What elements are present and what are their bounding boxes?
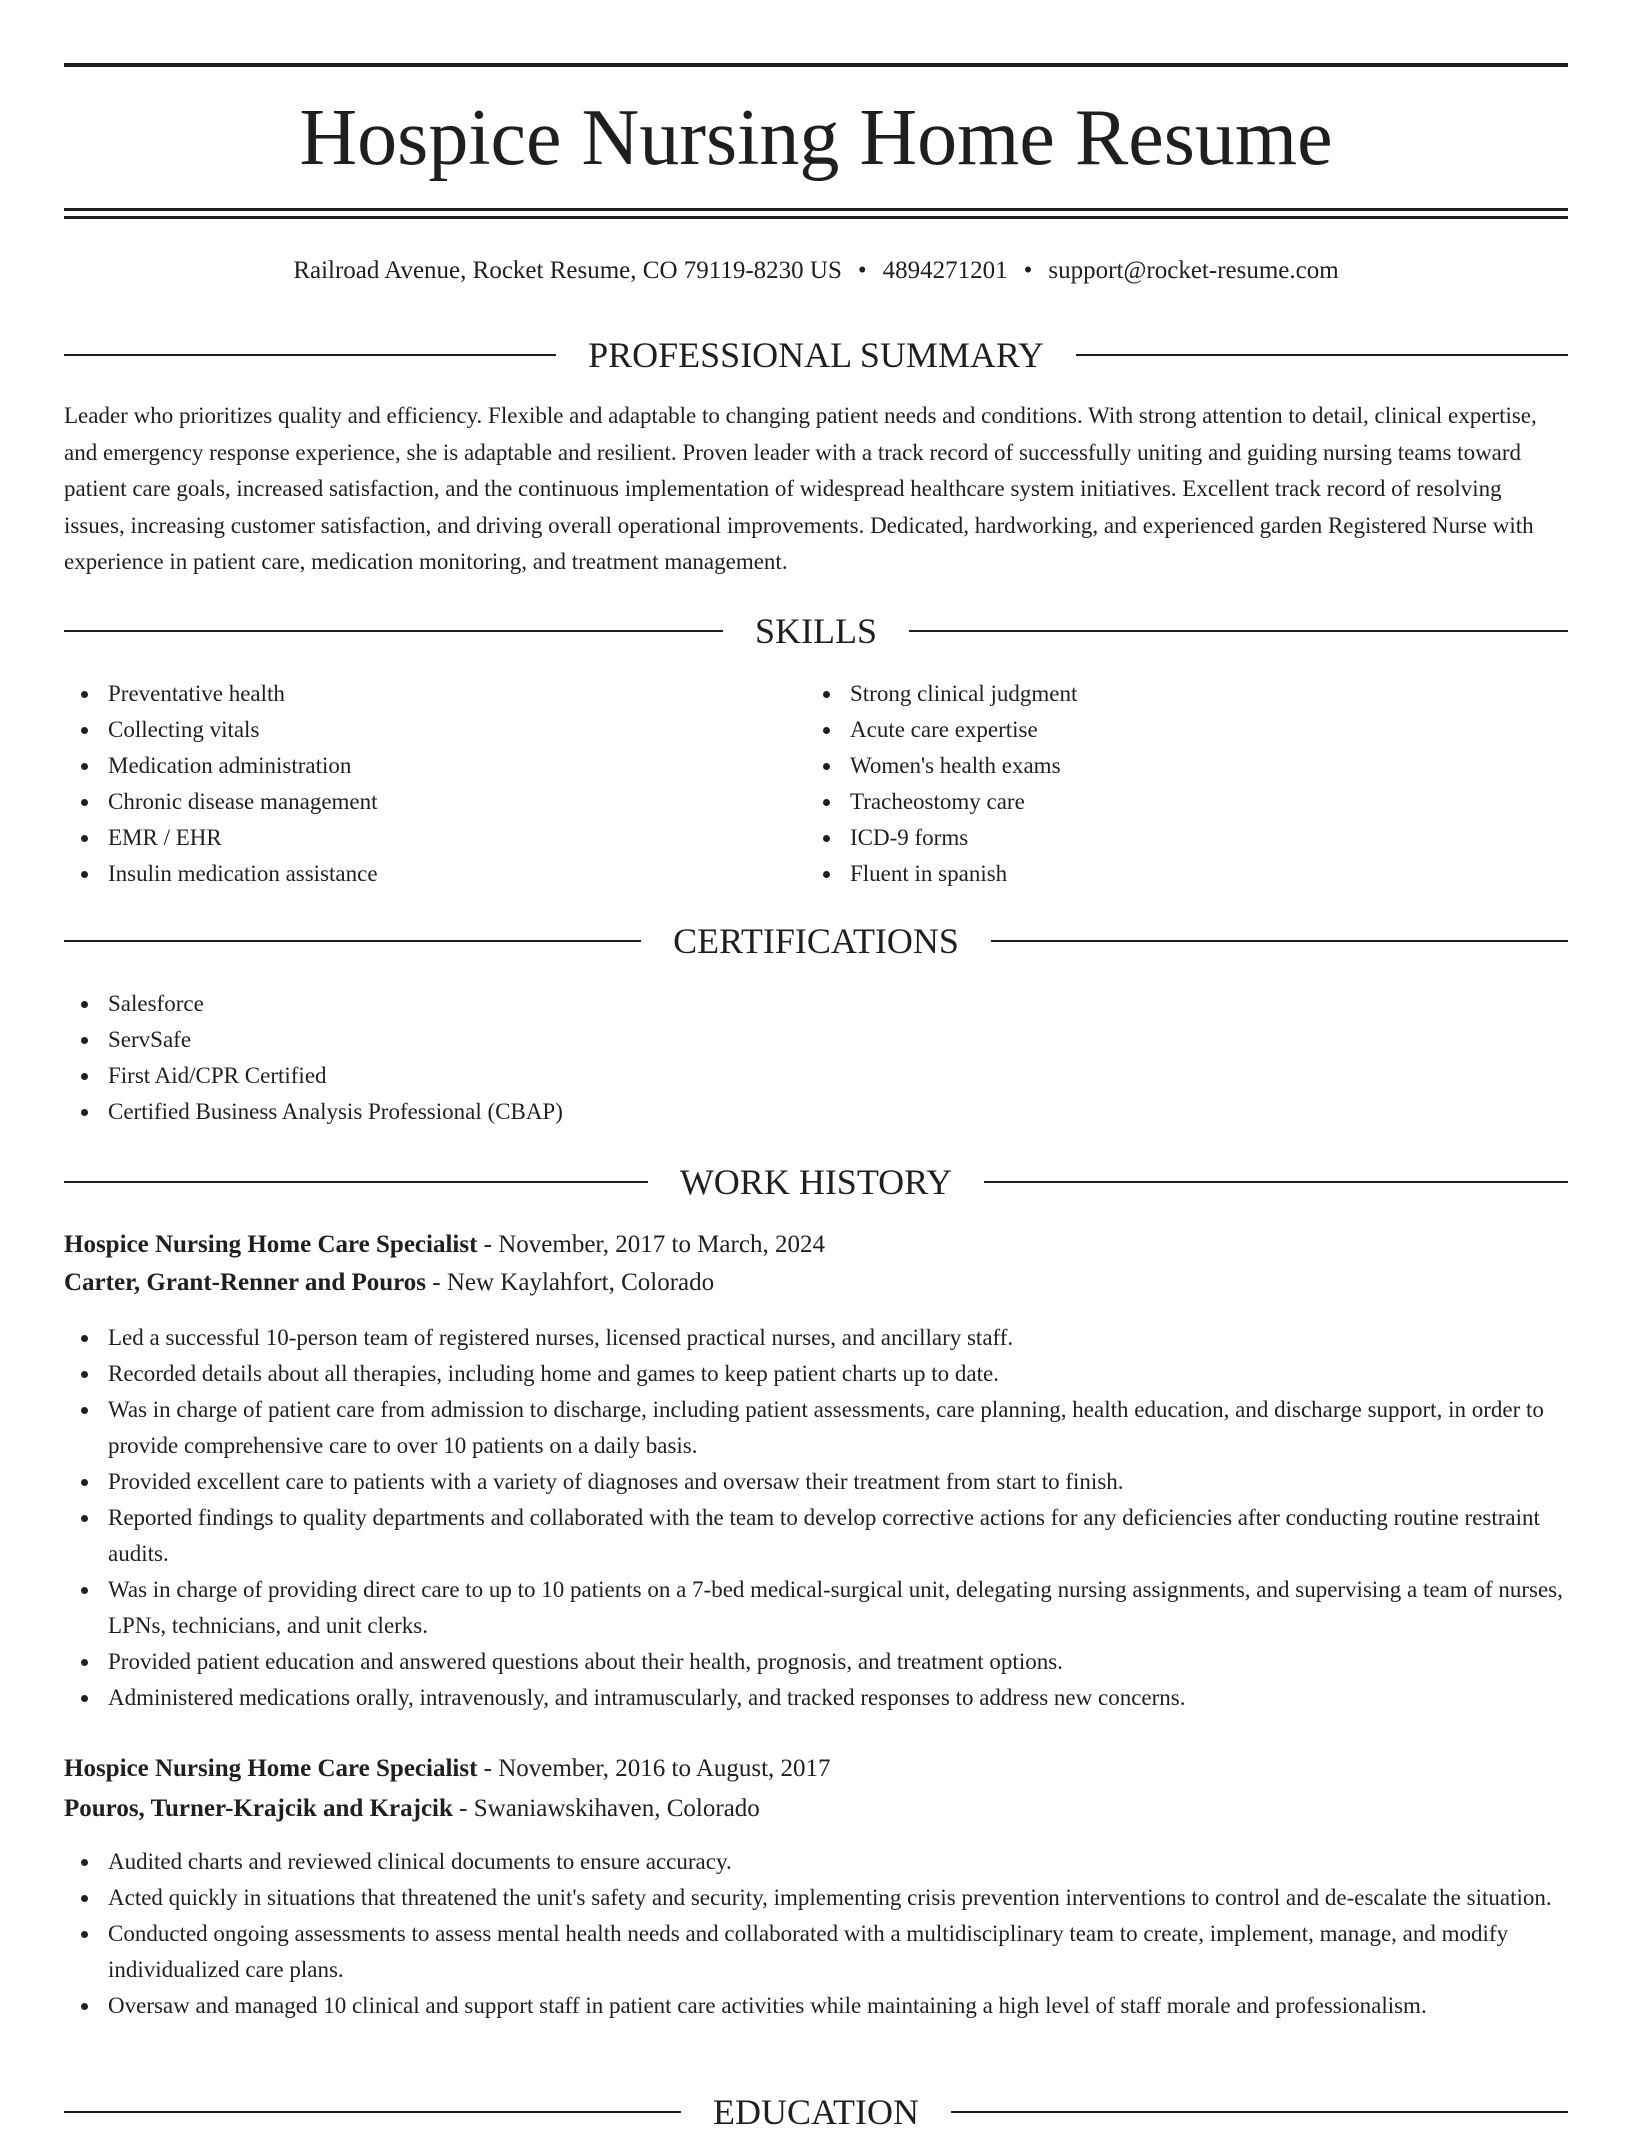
section-heading-summary	[64, 331, 1568, 379]
skill-item: Insulin medication assistance	[64, 856, 804, 892]
header-bottom-rule	[64, 208, 1568, 211]
skill-item: Acute care expertise	[806, 712, 1566, 748]
job-duty-item: Led a successful 10-person team of registered nurses, licensed practical nurses, and ancillary staff.	[64, 1320, 1568, 1356]
job-title: Hospice Nursing Home Care Specialist	[64, 1755, 478, 1782]
skill-item: Fluent in spanish	[806, 856, 1566, 892]
job-duty-item: Was in charge of patient care from admission to discharge, including patient assessments, care planning, health education, and discharge support, in order to provide comprehensive care to over 10 patients on a daily basis.	[64, 1392, 1568, 1464]
section-heading-label: SKILLS	[755, 611, 878, 651]
contact-line	[64, 253, 1568, 289]
skill-item: Women's health exams	[806, 748, 1566, 784]
job-duty-item: Recorded details about all therapies, including home and games to keep patient charts up to date.	[64, 1356, 1568, 1392]
heading-rule	[951, 2111, 1568, 2113]
skill-item: Tracheostomy care	[806, 784, 1566, 820]
heading-rule	[64, 354, 556, 356]
job-title: Hospice Nursing Home Care Specialist	[64, 1231, 478, 1258]
job-duties-list	[64, 1320, 1568, 1716]
skill-item: Strong clinical judgment	[806, 676, 1566, 712]
contact-address: Railroad Avenue, Rocket Resume, CO 79119-8230 US	[293, 257, 842, 284]
job-company-line	[64, 1790, 1568, 1828]
skills-list-left	[64, 676, 804, 892]
skills-list-right	[806, 676, 1566, 892]
section-heading-label: WORK HISTORY	[679, 1162, 953, 1202]
job-duty-item: Reported findings to quality departments and collaborated with the team to develop corrective actions for any deficiencies after conducting routine restraint audits.	[64, 1500, 1568, 1572]
header-top-rule	[64, 63, 1568, 67]
job-duties-list	[64, 1844, 1568, 2024]
job-duty-item: Provided excellent care to patients with a variety of diagnoses and oversaw their treatment from start to finish.	[64, 1464, 1568, 1500]
summary-paragraph: Leader who prioritizes quality and efficiency. Flexible and adaptable to changing patient needs and conditions. With strong attention to detail, clinical expertise, and emergency response experience, she is adaptable and resilient. Proven leader with a track record of successfully uniting and guiding nursing teams toward patient care goals, increased satisfaction, and the continuous implementation of widespread healthcare system initiatives. Excellent track record of resolving issues, increasing customer satisfaction, and driving overall operational improvements. Dedicated, hardworking, and experienced garden Registered Nurse with experience in patient care, medication monitoring, and treatment management.	[64, 403, 1537, 574]
section-heading-work-history	[64, 1158, 1568, 1206]
job-duty-item: Administered medications orally, intravenously, and intramuscularly, and tracked responses to address new concerns.	[64, 1680, 1568, 1716]
contact-email: support@rocket-resume.com	[1048, 257, 1339, 284]
section-heading-education	[64, 2088, 1568, 2136]
heading-rule	[64, 630, 723, 632]
resume-title: Hospice Nursing Home Resume	[299, 94, 1333, 182]
heading-rule	[984, 1181, 1568, 1183]
job-duty-item: Oversaw and managed 10 clinical and support staff in patient care activities while maintaining a high level of staff morale and professionalism.	[64, 1988, 1568, 2024]
heading-rule	[64, 940, 641, 942]
skill-item: Medication administration	[64, 748, 804, 784]
job-duty-item: Acted quickly in situations that threatened the unit's safety and security, implementing crisis prevention interventions to control and de-escalate the situation.	[64, 1880, 1568, 1916]
skill-item: Collecting vitals	[64, 712, 804, 748]
certification-item: ServSafe	[64, 1022, 1568, 1058]
skill-item: Preventative health	[64, 676, 804, 712]
contact-separator: •	[857, 257, 867, 284]
job-duty-item: Provided patient education and answered questions about their health, prognosis, and treatment options.	[64, 1644, 1568, 1680]
job-title-line	[64, 1226, 1568, 1264]
job-duty-item: Was in charge of providing direct care to up to 10 patients on a 7-bed medical-surgical unit, delegating nursing assignments, and supervising a team of nurses, LPNs, technicians, and unit clerks.	[64, 1572, 1568, 1644]
section-heading-label: CERTIFICATIONS	[673, 921, 959, 961]
certification-item: First Aid/CPR Certified	[64, 1058, 1568, 1094]
job-company: Carter, Grant-Renner and Pouros	[64, 1269, 427, 1296]
job-duty-item: Audited charts and reviewed clinical documents to ensure accuracy.	[64, 1844, 1568, 1880]
heading-rule	[64, 2111, 681, 2113]
certifications-list	[64, 986, 1568, 1130]
job-duty-item: Conducted ongoing assessments to assess mental health needs and collaborated with a multidisciplinary team to create, implement, manage, and modify individualized care plans.	[64, 1916, 1568, 1988]
contact-separator: •	[1023, 257, 1033, 284]
section-heading-label: EDUCATION	[713, 2092, 919, 2132]
job-dates: - November, 2017 to March, 2024	[477, 1231, 825, 1258]
skill-item: ICD-9 forms	[806, 820, 1566, 856]
job-location: - New Kaylahfort, Colorado	[426, 1269, 715, 1296]
job-company: Pouros, Turner-Krajcik and Krajcik	[64, 1795, 453, 1822]
skill-item: Chronic disease management	[64, 784, 804, 820]
heading-rule	[909, 630, 1568, 632]
heading-rule	[64, 1181, 648, 1183]
section-heading-skills	[64, 607, 1568, 655]
job-company-line	[64, 1264, 1568, 1302]
contact-phone: 4894271201	[882, 257, 1008, 284]
section-heading-label: PROFESSIONAL SUMMARY	[588, 335, 1044, 375]
skill-item: EMR / EHR	[64, 820, 804, 856]
job-title-line	[64, 1750, 1568, 1788]
heading-rule	[1076, 354, 1568, 356]
certification-item: Salesforce	[64, 986, 1568, 1022]
heading-rule	[991, 940, 1568, 942]
job-location: - Swaniawskihaven, Colorado	[452, 1795, 760, 1822]
section-heading-certifications	[64, 917, 1568, 965]
header-bottom-rule-second	[64, 216, 1568, 219]
certification-item: Certified Business Analysis Professional (CBAP)	[64, 1094, 1568, 1130]
job-dates: - November, 2016 to August, 2017	[477, 1755, 831, 1782]
